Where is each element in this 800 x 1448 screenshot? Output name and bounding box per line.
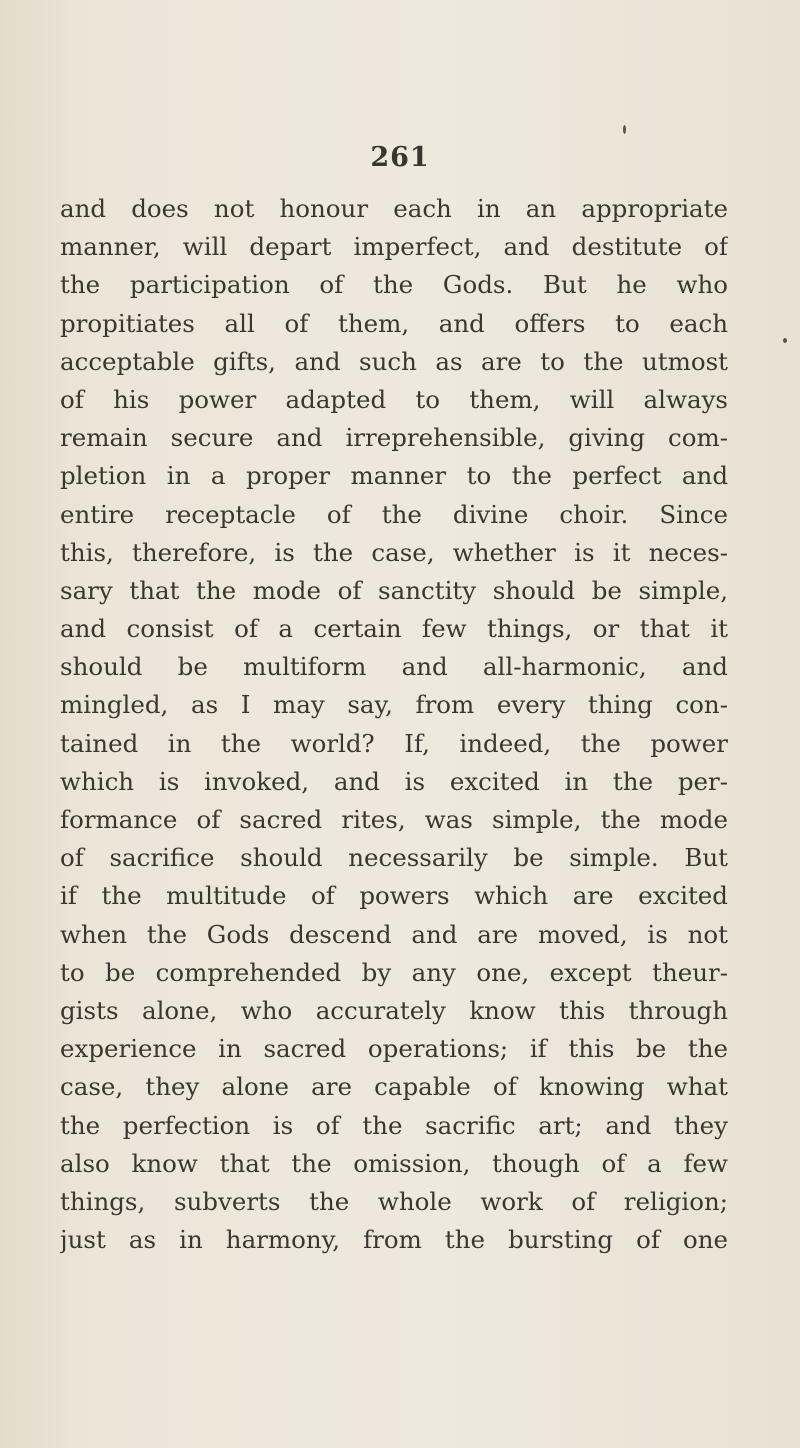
text-line: when the Gods descend and are moved, is not [60, 919, 728, 949]
text-line: mingled, as I may say, from every thing con- [60, 690, 728, 720]
text-line: and consist of a certain few things, or that it [60, 614, 728, 644]
text-line: the perfection is of the sacrific art; and they [60, 1110, 728, 1140]
text-line: of sacrifice should necessarily be simple. But [60, 843, 728, 873]
text-line: tained in the world? If, indeed, the power [60, 728, 728, 758]
text-line: gists alone, who accurately know this through [60, 995, 728, 1025]
text-line: just as in harmony, from the bursting of one [60, 1225, 728, 1255]
body-text [60, 190, 728, 1259]
paper-fleck [783, 338, 787, 343]
text-line: propitiates all of them, and offers to each [60, 308, 728, 338]
text-line: remain secure and irreprehensible, giving com- [60, 423, 728, 453]
text-line: also know that the omission, though of a few [60, 1148, 728, 1178]
text-line: if the multitude of powers which are excited [60, 881, 728, 911]
text-line: the participation of the Gods. But he who [60, 270, 728, 300]
text-line: case, they alone are capable of knowing what [60, 1072, 728, 1102]
page-number: 261 [370, 142, 430, 173]
text-line: should be multiform and all-harmonic, and [60, 652, 728, 682]
text-line: of his power adapted to them, will always [60, 384, 728, 414]
text-line: things, subverts the whole work of religion; [60, 1186, 728, 1216]
text-line: this, therefore, is the case, whether is it neces- [60, 537, 728, 567]
text-line: experience in sacred operations; if this be the [60, 1034, 728, 1064]
text-line: and does not honour each in an appropriate [60, 194, 728, 223]
text-line: pletion in a proper manner to the perfect and [60, 461, 728, 491]
text-line: acceptable gifts, and such as are to the utmost [60, 346, 728, 376]
text-line: sary that the mode of sanctity should be simple, [60, 575, 728, 605]
text-line: formance of sacred rites, was simple, the mode [60, 805, 728, 834]
text-line: entire receptacle of the divine choir. Since [60, 499, 728, 529]
text-line: manner, will depart imperfect, and destitute of [60, 232, 728, 262]
paper-fleck [623, 125, 626, 134]
text-line: which is invoked, and is excited in the per- [60, 766, 728, 796]
text-line: to be comprehended by any one, except theur- [60, 957, 728, 987]
